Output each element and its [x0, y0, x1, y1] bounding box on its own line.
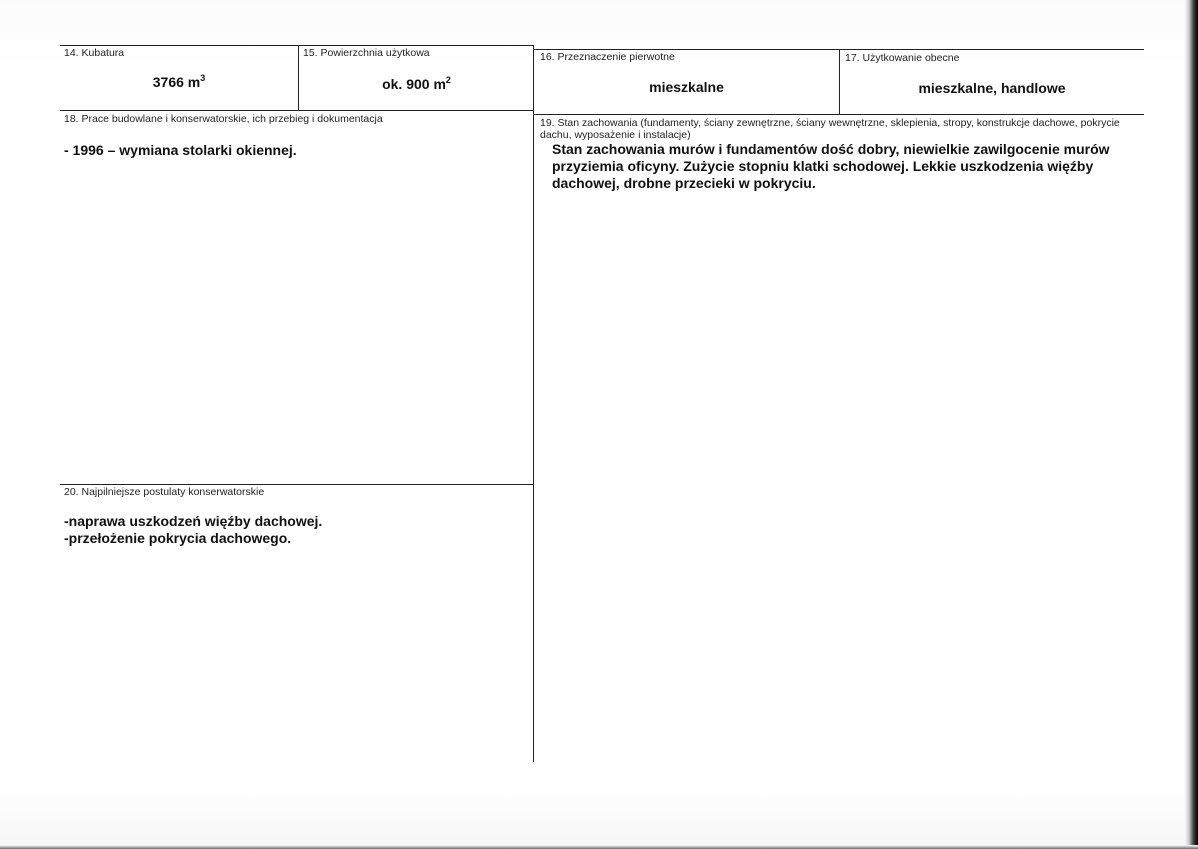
field14-value-exponent: 3 [200, 73, 206, 83]
scan-edge-bottom [0, 845, 1198, 849]
field17-value: mieszkalne, handlowe [918, 80, 1066, 96]
field20-label: 20. Najpilniejsze postulaty konserwatorskie [64, 486, 265, 498]
row1-bottom-border-right [534, 114, 1144, 115]
field19-label: 19. Stan zachowania (fundamenty, ściany zewnętrzne, ściany wewnętrzne, sklepienia, stropy, konstrukcje dachowe, pokrycie dachu, wyposażenie i instalacje) [540, 117, 1120, 141]
field14-value [60, 74, 298, 91]
field19-line-2: przyziemia oficyny. Zużycie stopniu klatki schodowej. Lekkie uszkodzenia więźby [552, 158, 1094, 174]
scan-edge-right [1184, 0, 1198, 849]
field19-line-1: Stan zachowania murów i fundamentów dość dobry, niewielkie zawilgocenie murów [552, 141, 1110, 157]
field20-line-2: -przełożenie pokrycia dachowego. [64, 530, 292, 546]
field16-value: mieszkalne [649, 79, 724, 95]
field18-line-1: - 1996 – wymiana stolarki okiennej. [64, 142, 297, 158]
row1-bottom-border-left [60, 110, 534, 111]
field15-label: 15. Powierzchnia użytkowa [303, 47, 430, 59]
field18-label: 18. Prace budowlane i konserwatorskie, ich przebieg i dokumentacja [64, 113, 383, 125]
field19-line-3: dachowej, drobne przecieki w pokryciu. [552, 175, 816, 191]
field15-value [299, 76, 534, 93]
field16-label: 16. Przeznaczenie pierwotne [540, 51, 675, 63]
field20-line-1: -naprawa uszkodzeń więźby dachowej. [64, 513, 323, 529]
row1-top-border-left [60, 45, 534, 46]
field15-value-text: ok. 900 m [382, 76, 446, 92]
field14-label: 14. Kubatura [64, 47, 125, 59]
field14-value-text: 3766 m [152, 74, 201, 90]
field20-top-border [60, 484, 534, 485]
field17-label: 17. Użytkowanie obecne [845, 52, 960, 64]
center-divider [533, 45, 534, 762]
field15-value-exponent: 2 [445, 75, 451, 85]
